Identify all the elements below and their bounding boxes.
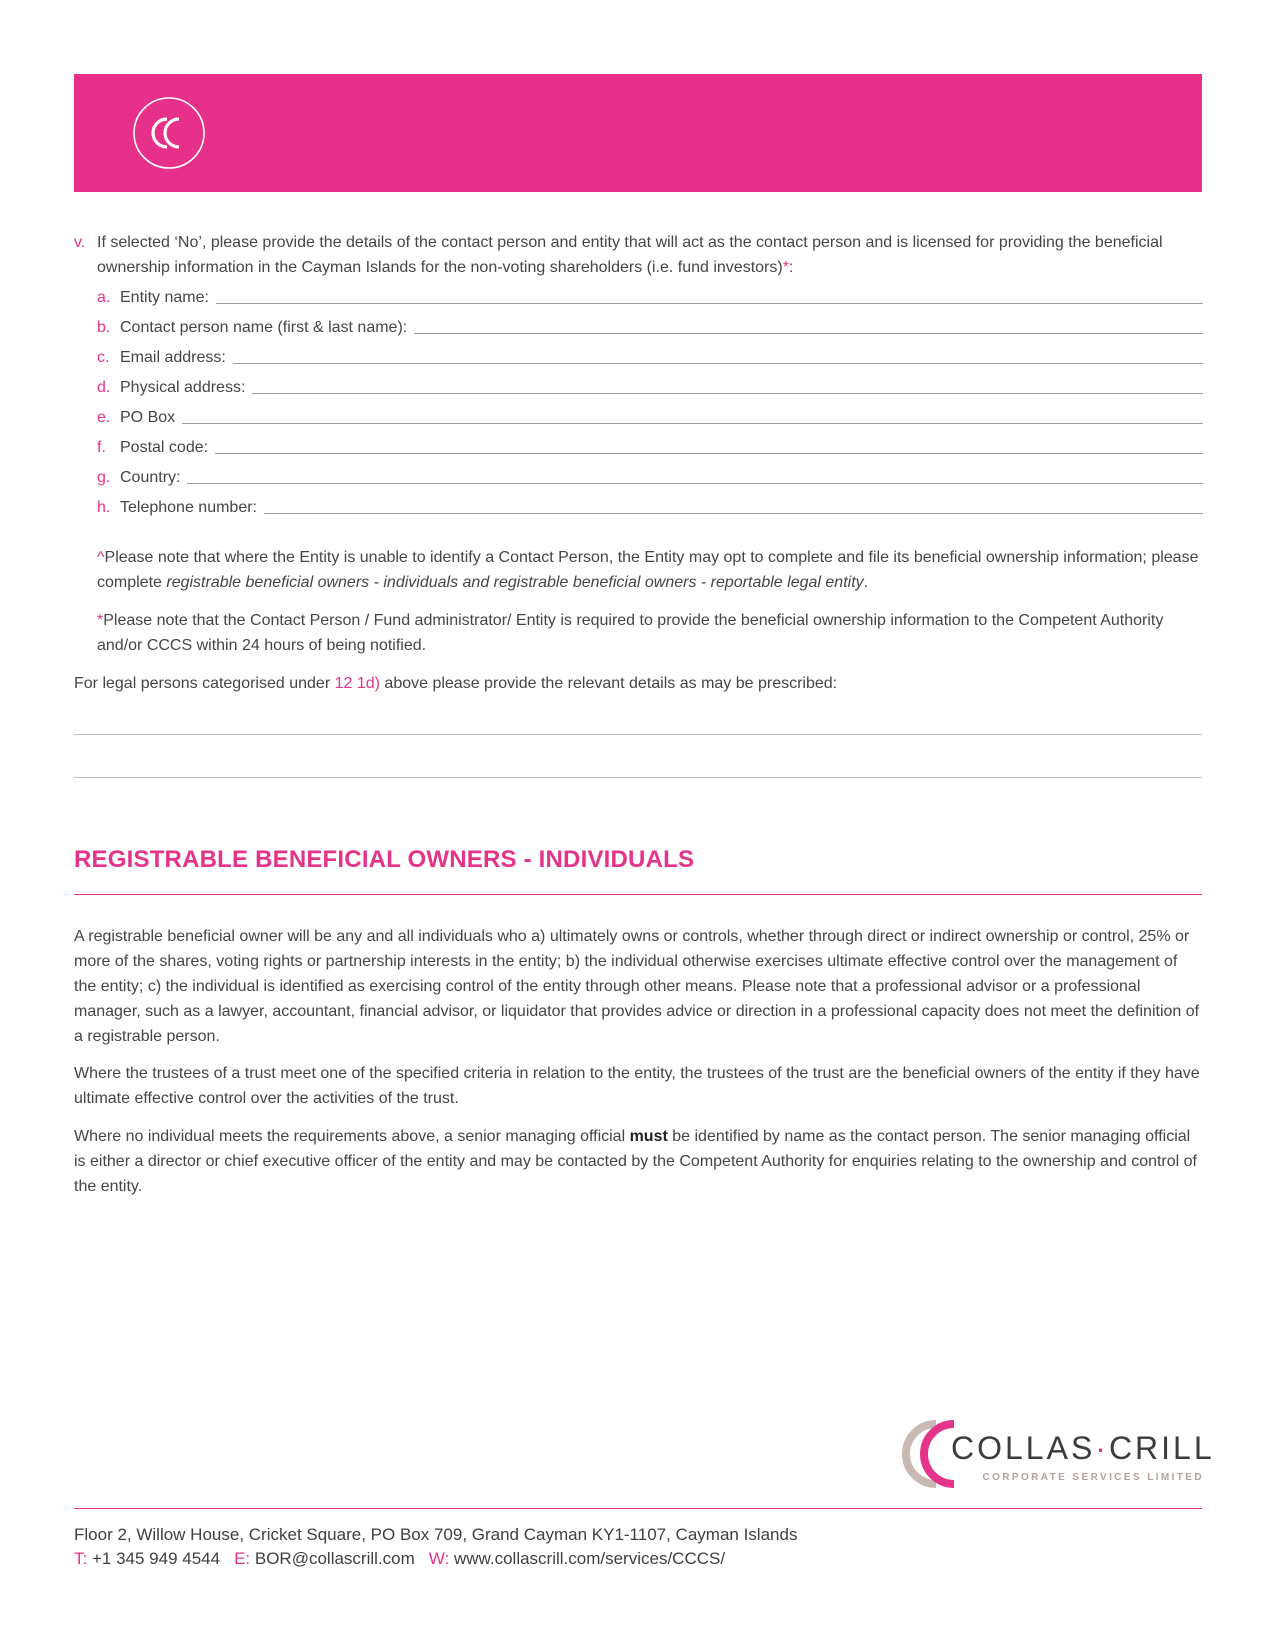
section-reference-link[interactable]: 12 1d) bbox=[334, 675, 380, 692]
header-band bbox=[74, 74, 1202, 192]
postal-code-input-line[interactable] bbox=[215, 453, 1203, 454]
email-input-line[interactable] bbox=[233, 363, 1203, 364]
footer-divider bbox=[74, 1508, 1202, 1509]
website-link[interactable]: www.collascrill.com/services/CCCS/ bbox=[453, 1549, 726, 1568]
caret-marker: ^ bbox=[97, 549, 105, 566]
web-label: W: bbox=[428, 1549, 450, 1568]
contact-person-input-line[interactable] bbox=[414, 333, 1203, 334]
field-label: PO Box bbox=[120, 409, 176, 426]
question-v bbox=[74, 230, 1204, 280]
field-label: Postal code: bbox=[120, 439, 209, 456]
question-colon: : bbox=[788, 259, 794, 276]
field-label: Physical address: bbox=[120, 379, 246, 396]
field-physical-address bbox=[97, 374, 1203, 398]
brand-dot: · bbox=[1095, 1430, 1109, 1466]
field-label: Email address: bbox=[120, 349, 226, 366]
po-box-input-line[interactable] bbox=[182, 423, 1203, 424]
caret-note-italic: registrable beneficial owners - individuals and registrable beneficial owners - reportable legal entity bbox=[166, 574, 864, 591]
details-input-line-1[interactable] bbox=[74, 734, 1202, 735]
legal-text-after: above please provide the relevant details as may be prescribed: bbox=[379, 675, 838, 692]
section-title: REGISTRABLE BENEFICIAL OWNERS - INDIVIDUALS bbox=[74, 846, 695, 873]
field-po-box bbox=[97, 404, 1203, 428]
caret-note-end: . bbox=[863, 574, 869, 591]
field-entity-name bbox=[97, 284, 1203, 308]
star-note-text: Please note that the Contact Person / Fund administrator/ Entity is required to provide the beneficial ownership information to the Competent Authority and/or CCCS within 24 hours of being notified. bbox=[97, 612, 1164, 654]
brand-name-right: CRILL bbox=[1108, 1430, 1215, 1466]
required-marker: * bbox=[782, 259, 789, 276]
contact-person-note bbox=[97, 545, 1203, 595]
field-letter: f. bbox=[97, 439, 106, 456]
field-letter: b. bbox=[97, 319, 111, 336]
para3-before: Where no individual meets the requirements above, a senior managing official bbox=[74, 1128, 630, 1145]
caret-note-text: Please note that where the Entity is unable to identify a Contact Person, the Entity may opt to complete and file its beneficial ownership information; please complete bbox=[97, 549, 1199, 591]
field-country bbox=[97, 464, 1203, 488]
field-label: Entity name: bbox=[120, 289, 209, 306]
notification-note bbox=[97, 608, 1203, 658]
field-letter: g. bbox=[97, 469, 111, 486]
field-letter: d. bbox=[97, 379, 111, 396]
field-letter: e. bbox=[97, 409, 111, 426]
brand-name-left: COLLAS bbox=[951, 1430, 1096, 1466]
phone-label: T: bbox=[74, 1549, 88, 1568]
collas-crill-logo bbox=[902, 1418, 1215, 1490]
brand-name bbox=[951, 1430, 1215, 1466]
field-email-address bbox=[97, 344, 1203, 368]
definition-paragraph: A registrable beneficial owner will be any and all individuals who a) ultimately owns or controls, whether through direct or indirect ownership or control, 25% or more of the shares, voting rights or partnership interests in the entity; b) the individual otherwise exercises ultimate effective control over the management of the entity; c) the individual is identified as exercising control of the entity through other means. Please note that a professional advisor or a professional manager, such as a lawyer, accountant, financial advisor, or liquidator that provides advice or direction in a professional capacity does not meet the definition of a registrable person. bbox=[74, 928, 1200, 1045]
senior-official-paragraph bbox=[74, 1124, 1204, 1199]
legal-text-before: For legal persons categorised under bbox=[74, 675, 335, 692]
phone-number[interactable]: +1 345 949 4544 bbox=[91, 1549, 221, 1568]
email-link[interactable]: BOR@collascrill.com bbox=[254, 1549, 415, 1568]
para3-after: be identified by name as the contact person. The senior managing official is either a director or chief executive officer of the entity and may be contacted by the Competent Authority for enquiries relating to the ownership and control of the entity. bbox=[74, 1128, 1197, 1195]
field-contact-person-name bbox=[97, 314, 1203, 338]
telephone-input-line[interactable] bbox=[264, 513, 1203, 514]
field-label: Telephone number: bbox=[120, 499, 257, 516]
star-marker: * bbox=[97, 612, 104, 629]
para3-bold: must bbox=[629, 1128, 668, 1145]
question-number: v. bbox=[74, 234, 86, 251]
cc-logo-icon bbox=[132, 96, 206, 170]
field-letter: a. bbox=[97, 289, 111, 306]
field-letter: c. bbox=[97, 349, 110, 366]
footer-contacts bbox=[74, 1547, 725, 1571]
question-text: If selected ‘No’, please provide the details of the contact person and entity that will act as the contact person and is licensed for providing the beneficial ownership information in the Cayman Islands for the non-voting shareholders (i.e. fund investors) bbox=[97, 234, 1163, 276]
section-divider bbox=[74, 894, 1202, 895]
field-telephone-number bbox=[97, 494, 1203, 518]
field-label: Country: bbox=[120, 469, 181, 486]
country-input-line[interactable] bbox=[187, 483, 1203, 484]
field-letter: h. bbox=[97, 499, 111, 516]
field-label: Contact person name (first & last name): bbox=[120, 319, 408, 336]
details-input-line-2[interactable] bbox=[74, 777, 1202, 778]
brand-subtitle: CORPORATE SERVICES LIMITED bbox=[982, 1472, 1204, 1483]
legal-persons-prompt bbox=[74, 671, 837, 696]
field-postal-code bbox=[97, 434, 1203, 458]
trustees-paragraph: Where the trustees of a trust meet one of the specified criteria in relation to the entity, the trustees of the trust are the beneficial owners of the entity if they have ultimate effective control over the activities of the trust. bbox=[74, 1065, 1200, 1107]
entity-name-input-line[interactable] bbox=[216, 303, 1203, 304]
footer-address: Floor 2, Willow House, Cricket Square, PO Box 709, Grand Cayman KY1-1107, Cayman Islands bbox=[74, 1525, 798, 1544]
email-label: E: bbox=[234, 1549, 251, 1568]
physical-address-input-line[interactable] bbox=[252, 393, 1203, 394]
